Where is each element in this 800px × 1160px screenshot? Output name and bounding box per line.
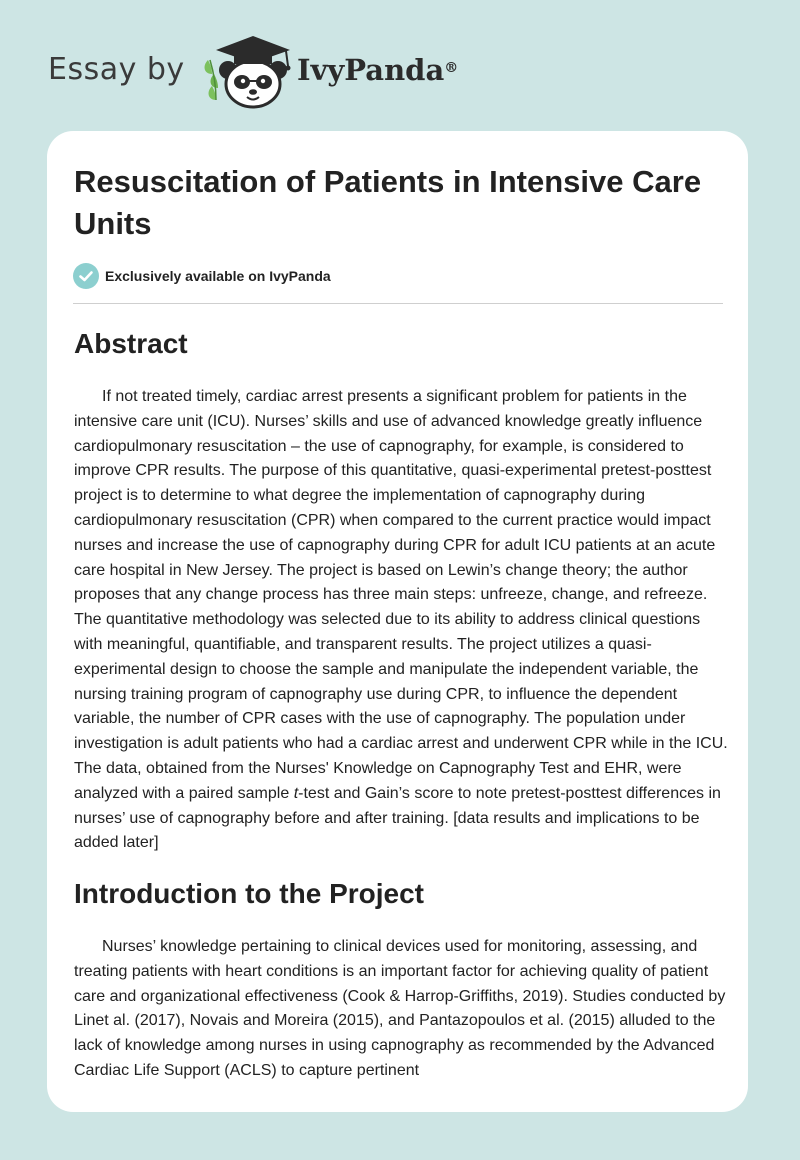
- abstract-text-part-2: -test and Gain’s score to note pretest-posttest differences in nurses’ use of capnography before and after training. [data results and implications to be added later]: [74, 784, 721, 852]
- introduction-paragraph: Nurses’ knowledge pertaining to clinical devices used for monitoring, assessing, and treating patients with heart conditions is an important factor for achieving quality of patient care and organizational effectiveness (Cook & Harrop-Griffiths, 2019). Studies conducted by Linet al. (2017), Novais and Moreira (2015), and Pantazopoulos et al. (2015) alluded to the lack of knowledge among nurses in using capnography as recommended by the Advanced Cardiac Life Support (ACLS) to capture pertinent: [74, 938, 726, 1079]
- abstract-italic-t: t: [293, 784, 299, 802]
- panda-logo-icon[interactable]: [200, 30, 296, 110]
- title-divider: [73, 303, 723, 304]
- site-header: [0, 0, 800, 130]
- essay-card: [47, 131, 748, 1112]
- exclusive-label: Exclusively available on IvyPanda: [105, 268, 331, 284]
- abstract-text-part-1: If not treated timely, cardiac arrest presents a significant problem for patients in the intensive care unit (ICU). Nurses’ skills and use of advanced knowledge greatly influence cardiopulmonary resuscitation – the use of capnography, for example, is considered to improve CPR results. The purpose of this quantitative, quasi-experimental pretest-posttest project is to determine to what degree the implementation of capnography during cardiopulmonary resuscitation (CPR) when compared to the current practice would impact nurses and increase the use of capnography during CPR for adult ICU patients at an acute care hospital in New Jersey. The project is based on Lewin’s change theory; the author proposes that any change process has three main steps: unfreeze, change, and refreeze. The quantitative methodology was selected due to its ability to address clinical questions with meaningful, quantifiable, and transparent results. The project utilizes a quasi-experimental design to choose the sample and manipulate the independent variable, the nursing training program of capnography use during CPR, to influence the dependent variable, the number of CPR cases with the use of capnography. The population under investigation is adult patients who had a cardiac arrest and underwent CPR while in the ICU. The data, obtained from the Nurses' Knowledge on Capnography Test and EHR, were analyzed with a paired sample: [74, 388, 728, 802]
- registered-mark: ®: [444, 60, 459, 76]
- abstract-heading: Abstract: [74, 328, 188, 359]
- abstract-paragraph: [74, 385, 729, 856]
- check-badge-icon: [73, 263, 99, 289]
- brand-prefix: Essay by: [48, 52, 185, 87]
- introduction-heading: Introduction to the Project: [74, 878, 424, 909]
- essay-title: Resuscitation of Patients in Intensive Care Units: [74, 164, 702, 241]
- exclusive-badge: [73, 263, 331, 289]
- brand-name[interactable]: [297, 52, 458, 88]
- brand-name-text: IvyPanda: [297, 53, 445, 87]
